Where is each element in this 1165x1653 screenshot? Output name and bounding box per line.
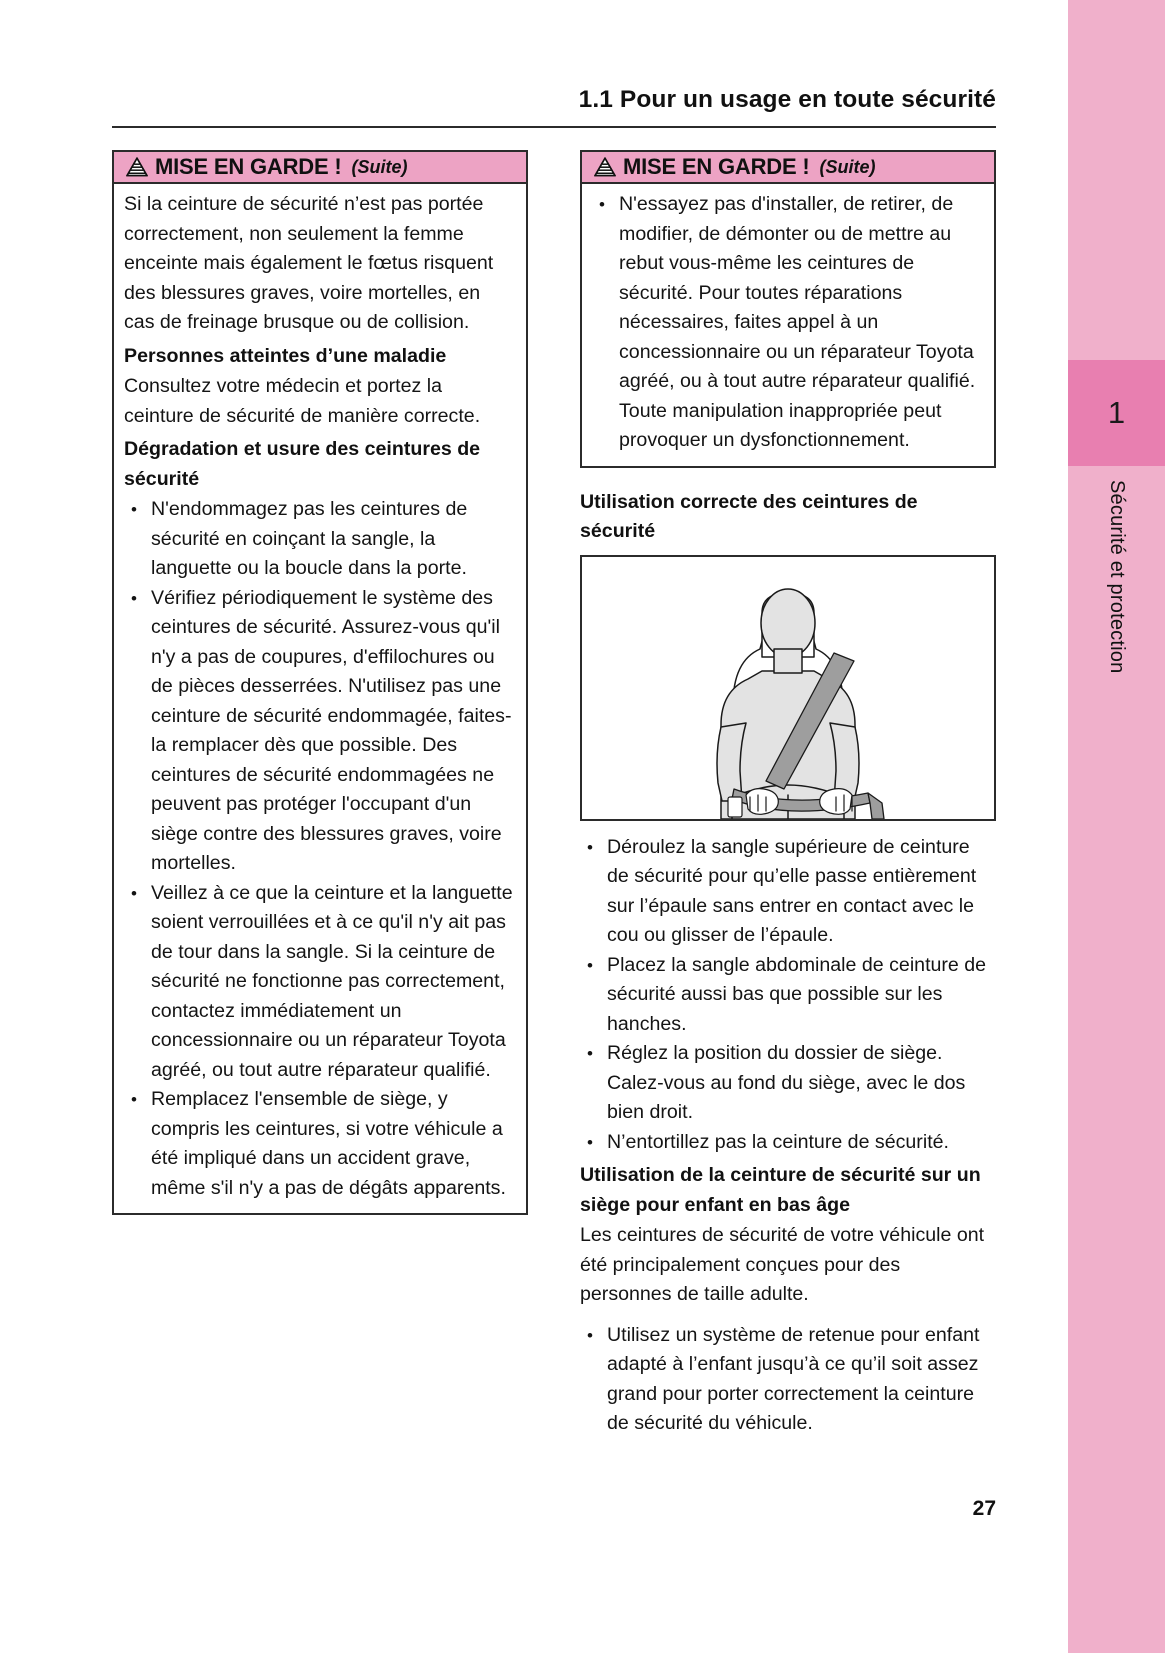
right-heading-2: Utilisation de la ceinture de sécurité sur un siège pour enfant en bas âge	[580, 1164, 981, 1216]
warning-box-left-header	[114, 152, 526, 184]
page-title: 1.1 Pour un usage en toute sécurité	[578, 86, 996, 113]
seatbelt-illustration	[580, 555, 996, 821]
right-column	[580, 150, 996, 1439]
list-item: • Déroulez la sangle supérieure de ceinture de sécurité pour qu’elle passe entièrement sur l’épaule sans entrer en contact avec le cou ou glisser de l’épaule.	[580, 833, 996, 951]
right-warning-bullet-list	[592, 190, 984, 456]
warning-triangle-icon	[126, 157, 148, 177]
right-bullet-list-1	[580, 833, 996, 1158]
warning-box-right-title: MISE EN GARDE !	[623, 154, 810, 179]
chapter-number: 1	[1107, 395, 1126, 430]
chapter-label-text: Sécurité et protection	[1106, 480, 1128, 674]
warning-box-left-title: MISE EN GARDE !	[155, 154, 342, 179]
list-item: • Placez la sangle abdominale de ceinture de sécurité aussi bas que possible sur les hanches.	[580, 951, 996, 1040]
list-item: • N'essayez pas d'installer, de retirer, de modifier, de démonter ou de mettre au rebut vous-même les ceintures de sécurité. Pour toutes réparations nécessaires, faites appel à un concessionnaire ou un réparateur Toyota agréé, ou à tout autre réparateur qualifié. Toute manipulation inappropriée peut provoquer un dysfonctionnement.	[592, 190, 984, 456]
left-paragraph-1: Si la ceinture de sécurité n’est pas portée correctement, non seulement la femme enceinte mais également le fœtus risquent des blessures graves, voire mortelles, en cas de freinage brusque ou de collision.	[124, 193, 494, 333]
list-item: • N’entortillez pas la ceinture de sécurité.	[580, 1128, 996, 1158]
warning-box-left	[112, 150, 528, 1215]
list-item: • N'endommagez pas les ceintures de sécurité en coinçant la sangle, la languette ou la boucle dans la porte.	[124, 495, 516, 584]
warning-box-right	[580, 150, 996, 468]
header-divider	[112, 126, 996, 128]
left-bullet-list	[124, 495, 516, 1203]
left-paragraph-2: Consultez votre médecin et portez la ceinture de sécurité de manière correcte.	[124, 375, 481, 427]
list-item: • Réglez la position du dossier de siège. Calez-vous au fond du siège, avec le dos bien droit.	[580, 1039, 996, 1128]
page-number: 27	[972, 1497, 996, 1520]
list-item: • Utilisez un système de retenue pour enfant adapté à l’enfant jusqu’à ce qu’il soit assez grand pour porter correctement la ceinture de sécurité du véhicule.	[580, 1321, 996, 1439]
page-header	[112, 86, 996, 114]
list-item: • Veillez à ce que la ceinture et la languette soient verrouillées et à ce qu'il n'y ait pas de tour dans la sangle. Si la ceinture de sécurité ne fonctionne pas correctement, contactez immédiatement un concessionnaire ou un réparateur Toyota agréé, ou tout autre réparateur qualifié.	[124, 879, 516, 1086]
chapter-rail	[1068, 0, 1165, 1653]
right-bullet-list-2	[580, 1321, 996, 1439]
chapter-number-tab	[1068, 360, 1165, 466]
left-column	[112, 150, 528, 1215]
right-paragraph-1: Les ceintures de sécurité de votre véhicule ont été principalement conçues pour des personnes de taille adulte.	[580, 1224, 985, 1305]
warning-box-right-suite: (Suite)	[819, 157, 876, 177]
right-heading-1: Utilisation correcte des ceintures de sécurité	[580, 490, 918, 542]
warning-box-left-body	[114, 184, 526, 1213]
chapter-label-vertical	[1068, 480, 1165, 910]
warning-box-right-header	[582, 152, 994, 184]
list-item: • Remplacez l'ensemble de siège, y compris les ceintures, si votre véhicule a été impliqué dans un accident grave, même s'il n'y a pas de dégâts apparents.	[124, 1085, 516, 1203]
list-item: • Vérifiez périodiquement le système des ceintures de sécurité. Assurez-vous qu'il n'y a pas de coupures, d'effilochures ou de pièces desserrées. N'utilisez pas une ceinture de sécurité endommagée, faites-la remplacer dès que possible. Des ceintures de sécurité endommagées ne peuvent pas protéger l'occupant d'un siège contre des blessures graves, voire mortelles.	[124, 584, 516, 879]
warning-box-right-body	[582, 184, 994, 466]
left-subhead-1: Personnes atteintes d’une maladie	[124, 344, 447, 367]
left-subhead-2: Dégradation et usure des ceintures de sécurité	[124, 438, 481, 490]
warning-box-left-suite: (Suite)	[351, 157, 408, 177]
warning-triangle-icon	[594, 157, 616, 177]
